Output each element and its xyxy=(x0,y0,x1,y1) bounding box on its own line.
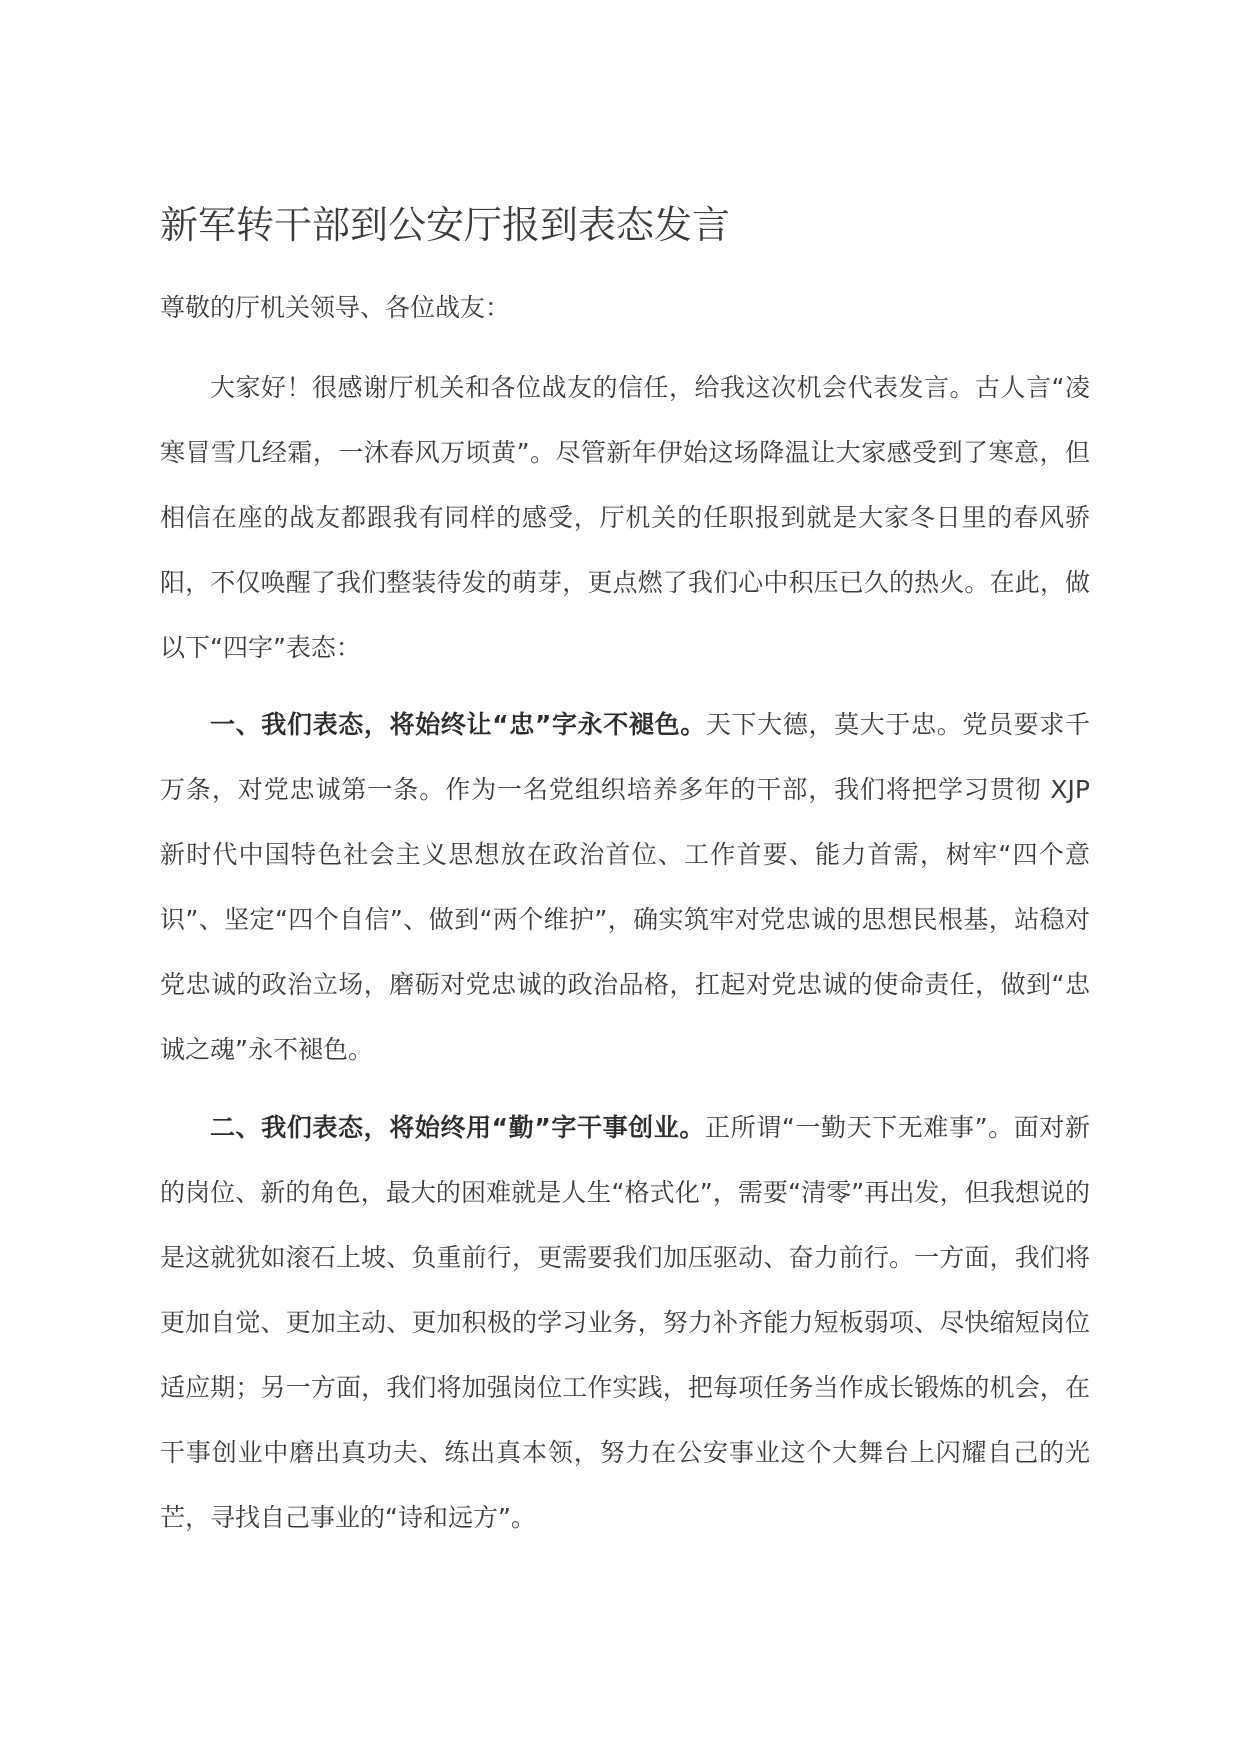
paragraph-diligence xyxy=(160,1095,1090,1550)
paragraph-body: 大家好！很感谢厅机关和各位战友的信任，给我这次机会代表发言。古人言“凌寒冒雪几经霜，一沐春风万顷黄”。尽管新年伊始这场降温让大家感受到了寒意，但相信在座的战友都跟我有同样的感受，厅机关的任职报到就是大家冬日里的春风骄阳，不仅唤醒了我们整装待发的萌芽，更点燃了我们心中积压已久的热火。在此，做以下“四字”表态： xyxy=(160,373,1090,662)
paragraph-body: 天下大德，莫大于忠。党员要求千万条，对党忠诚第一条。作为一名党组织培养多年的干部，我们将把学习贯彻 XJP 新时代中国特色社会主义思想放在政治首位、工作首要、能力首需，树牢“四个意识”、坚定“四个自信”、做到“两个维护”，确实筑牢对党忠诚的思想民根基，站稳对党忠诚的政治立场，磨砺对党忠诚的政治品格，扛起对党忠诚的使命责任，做到“忠诚之魂”永不褪色。 xyxy=(160,710,1090,1064)
paragraph-intro xyxy=(160,355,1090,680)
salutation: 尊敬的厅机关领导、各位战友： xyxy=(160,293,511,322)
paragraph-loyalty xyxy=(160,692,1090,1082)
paragraph-body: 正所谓“一勤天下无难事”。面对新的岗位、新的角色，最大的困难就是人生“格式化”，需要“清零”再出发，但我想说的是这就犹如滚石上坡、负重前行，更需要我们加压驱动、奋力前行。一方面，我们将更加自觉、更加主动、更加积极的学习业务，努力补齐能力短板弱项、尽快缩短岗位适应期；另一方面，我们将加强岗位工作实践，把每项任务当作成长锻炼的机会，在干事创业中磨出真功夫、练出真本领，努力在公安事业这个大舞台上闪耀自己的光芒，寻找自己事业的“诗和远方”。 xyxy=(160,1113,1090,1532)
paragraph-heading: 一、我们表态，将始终让“忠”字永不褪色。 xyxy=(210,710,706,739)
paragraph-heading: 二、我们表态，将始终用“勤”字干事创业。 xyxy=(210,1113,705,1142)
document-title: 新军转干部到公安厅报到表态发言 xyxy=(160,203,731,247)
